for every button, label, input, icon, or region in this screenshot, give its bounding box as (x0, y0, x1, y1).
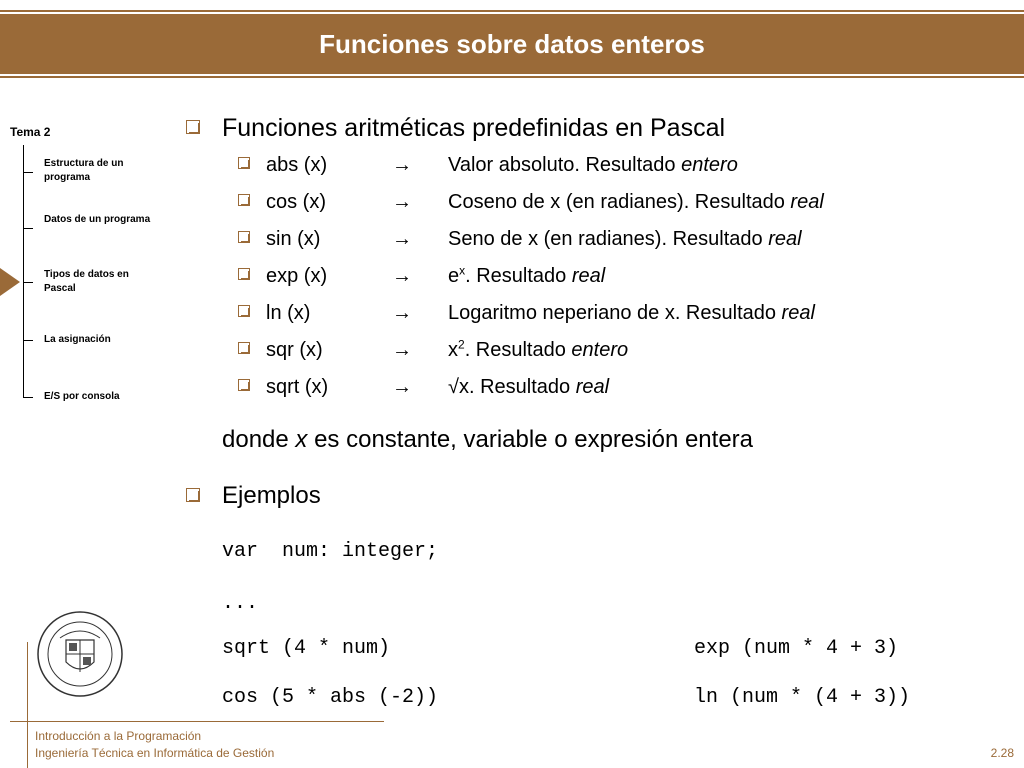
result-type: real (781, 302, 815, 324)
code-line: var num: integer; (222, 540, 439, 563)
function-name: sqrt (x) (266, 376, 329, 398)
sidebar-tema-label: Tema 2 (10, 125, 51, 139)
checkbox-bullet-icon (238, 305, 250, 317)
desc-base: x (448, 339, 458, 361)
result-type: real (790, 191, 824, 213)
desc-text: Logaritmo neperiano de x. Resultado (448, 302, 782, 324)
header-bottom-rule (0, 76, 1024, 78)
sidebar-item-estructura[interactable]: Estructura de un programa (44, 158, 124, 183)
function-desc (448, 189, 824, 215)
right-arrow-icon: → (392, 302, 412, 324)
sidebar-item-tipos[interactable]: Tipos de datos en Pascal (44, 269, 129, 294)
note-line (222, 425, 753, 455)
heading-funciones: Funciones aritméticas predefinidas en Pascal (222, 114, 726, 142)
function-desc (448, 226, 802, 252)
checkbox-bullet-icon (238, 231, 250, 243)
function-desc (448, 152, 738, 178)
function-name: exp (x) (266, 265, 328, 287)
nav-tick (23, 397, 33, 398)
function-desc (448, 374, 609, 400)
right-arrow-icon: → (392, 376, 412, 398)
checkbox-bullet-icon (186, 488, 200, 502)
footer-course: Introducción a la Programación (35, 729, 202, 743)
desc-text: . Resultado (465, 265, 572, 287)
function-name: cos (x) (266, 191, 326, 213)
checkbox-bullet-icon (238, 157, 250, 169)
desc-superscript: 2 (458, 337, 465, 352)
desc-text: Valor absoluto. Resultado (448, 154, 682, 176)
function-desc (448, 263, 605, 289)
note-var: x (295, 426, 308, 453)
page-number: 2.28 (990, 746, 1014, 760)
nav-tick (23, 340, 33, 341)
result-type: real (575, 376, 610, 398)
result-type: real (571, 265, 606, 287)
result-type: real (768, 228, 802, 250)
note-pre: donde (222, 426, 296, 453)
desc-superscript: x (459, 263, 466, 278)
function-name: sqr (x) (266, 339, 323, 361)
nav-tick (23, 172, 33, 173)
sidebar-item-datos[interactable]: Datos de un programa (44, 214, 151, 225)
footer-horizontal-rule (10, 721, 384, 722)
function-name: ln (x) (266, 302, 311, 324)
checkbox-bullet-icon (186, 120, 200, 134)
right-arrow-icon: → (392, 154, 412, 176)
nav-tick (23, 282, 33, 283)
desc-base: e (448, 265, 460, 287)
note-post: es constante, variable o expresión entera (307, 426, 754, 453)
function-name: abs (x) (266, 154, 328, 176)
right-arrow-icon: → (392, 339, 412, 361)
desc-text: Seno de x (en radianes). Resultado (448, 228, 769, 250)
slide-title: Funciones sobre datos enteros (319, 29, 705, 59)
code-line: sqrt (4 * num) (222, 637, 391, 660)
desc-text: √x. Resultado (448, 376, 576, 398)
sidebar-item-asignacion[interactable]: La asignación (44, 334, 111, 345)
code-line: ... (222, 592, 259, 615)
checkbox-bullet-icon (238, 379, 250, 391)
desc-text: . Resultado (464, 339, 572, 361)
function-name: sin (x) (266, 228, 321, 250)
code-line: ln (num * (4 + 3)) (694, 686, 911, 709)
sidebar-item-es-consola[interactable]: E/S por consola (44, 391, 120, 402)
function-desc (448, 337, 628, 363)
checkbox-bullet-icon (238, 194, 250, 206)
desc-text: Coseno de x (en radianes). Resultado (448, 191, 791, 213)
nav-tick (23, 228, 33, 229)
sidebar-nav-line (23, 145, 24, 398)
right-arrow-icon: → (392, 191, 412, 213)
header-top-rule (0, 10, 1024, 12)
footer-degree: Ingeniería Técnica en Informática de Gestión (35, 746, 275, 760)
function-desc (448, 300, 815, 326)
code-line: cos (5 * abs (-2)) (222, 686, 439, 709)
checkbox-bullet-icon (238, 268, 250, 280)
right-arrow-icon: → (392, 228, 412, 250)
right-arrow-icon: → (392, 265, 412, 287)
footer-vertical-rule (27, 642, 28, 768)
result-type: entero (571, 339, 629, 361)
university-seal-icon (36, 610, 124, 698)
active-item-arrow-icon (0, 268, 20, 296)
result-type: entero (681, 154, 738, 176)
checkbox-bullet-icon (238, 342, 250, 354)
code-line: exp (num * 4 + 3) (694, 637, 899, 660)
heading-ejemplos: Ejemplos (222, 482, 321, 509)
